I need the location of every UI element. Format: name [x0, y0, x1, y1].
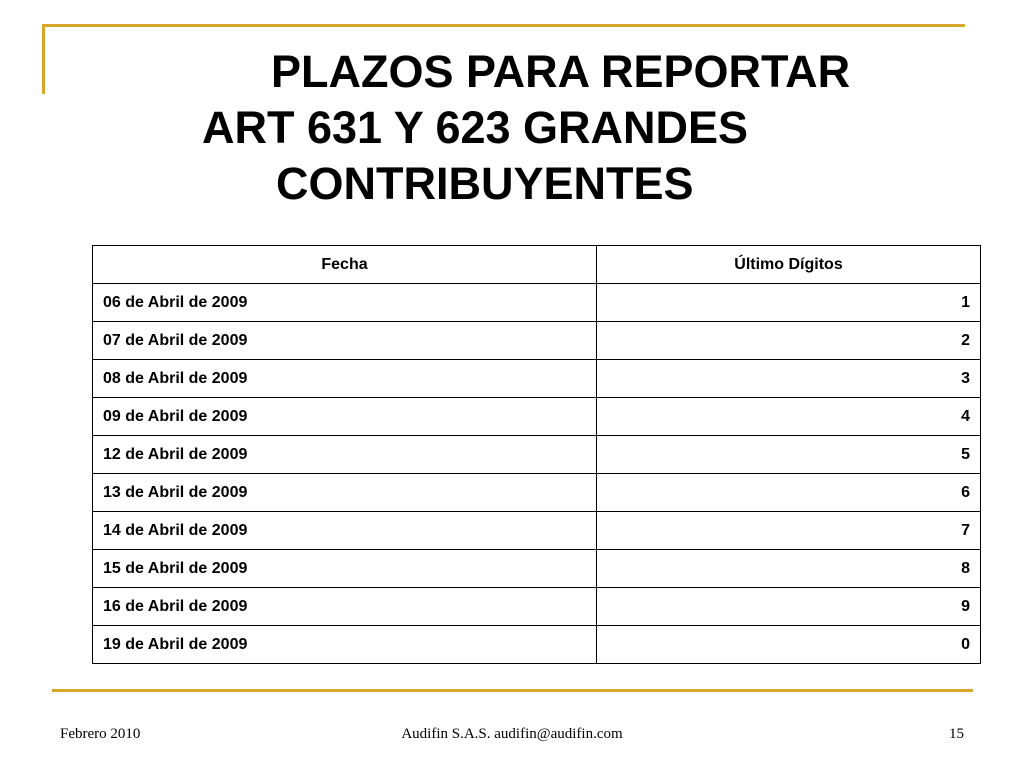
deadlines-table	[92, 245, 981, 664]
digito-cell: 7	[597, 512, 981, 550]
digito-cell: 3	[597, 360, 981, 398]
table-row	[93, 284, 981, 322]
digito-cell: 6	[597, 474, 981, 512]
table-row	[93, 360, 981, 398]
table-row	[93, 398, 981, 436]
fecha-cell: 08 de Abril de 2009	[93, 360, 597, 398]
fecha-cell: 16 de Abril de 2009	[93, 588, 597, 626]
table-row	[93, 512, 981, 550]
digito-cell: 8	[597, 550, 981, 588]
fecha-cell: 06 de Abril de 2009	[93, 284, 597, 322]
left-accent-line	[42, 24, 45, 94]
footer-page-number: 15	[949, 726, 964, 742]
fecha-cell: 15 de Abril de 2009	[93, 550, 597, 588]
table-row	[93, 436, 981, 474]
slide-title	[120, 44, 940, 212]
top-accent-line	[42, 24, 965, 27]
title-line-1: PLAZOS PARA REPORTAR	[271, 46, 851, 97]
fecha-cell: 19 de Abril de 2009	[93, 626, 597, 664]
table-row	[93, 474, 981, 512]
footer-company: Audifin S.A.S. audifin@audifin.com	[401, 726, 623, 742]
title-line-2: ART 631 Y 623 GRANDES	[202, 102, 749, 153]
column-header-ultimo-digitos: Último Dígitos	[597, 246, 981, 284]
table-row	[93, 322, 981, 360]
fecha-cell: 13 de Abril de 2009	[93, 474, 597, 512]
table-header-row	[93, 246, 981, 284]
bottom-accent-line	[52, 689, 973, 692]
digito-cell: 4	[597, 398, 981, 436]
fecha-cell: 07 de Abril de 2009	[93, 322, 597, 360]
digito-cell: 2	[597, 322, 981, 360]
table-row	[93, 626, 981, 664]
digito-cell: 0	[597, 626, 981, 664]
digito-cell: 5	[597, 436, 981, 474]
fecha-cell: 12 de Abril de 2009	[93, 436, 597, 474]
fecha-cell: 14 de Abril de 2009	[93, 512, 597, 550]
table-row	[93, 550, 981, 588]
table-row	[93, 588, 981, 626]
digito-cell: 9	[597, 588, 981, 626]
footer-date: Febrero 2010	[60, 726, 141, 742]
fecha-cell: 09 de Abril de 2009	[93, 398, 597, 436]
column-header-fecha: Fecha	[93, 246, 597, 284]
digito-cell: 1	[597, 284, 981, 322]
title-line-3: CONTRIBUYENTES	[276, 158, 694, 209]
